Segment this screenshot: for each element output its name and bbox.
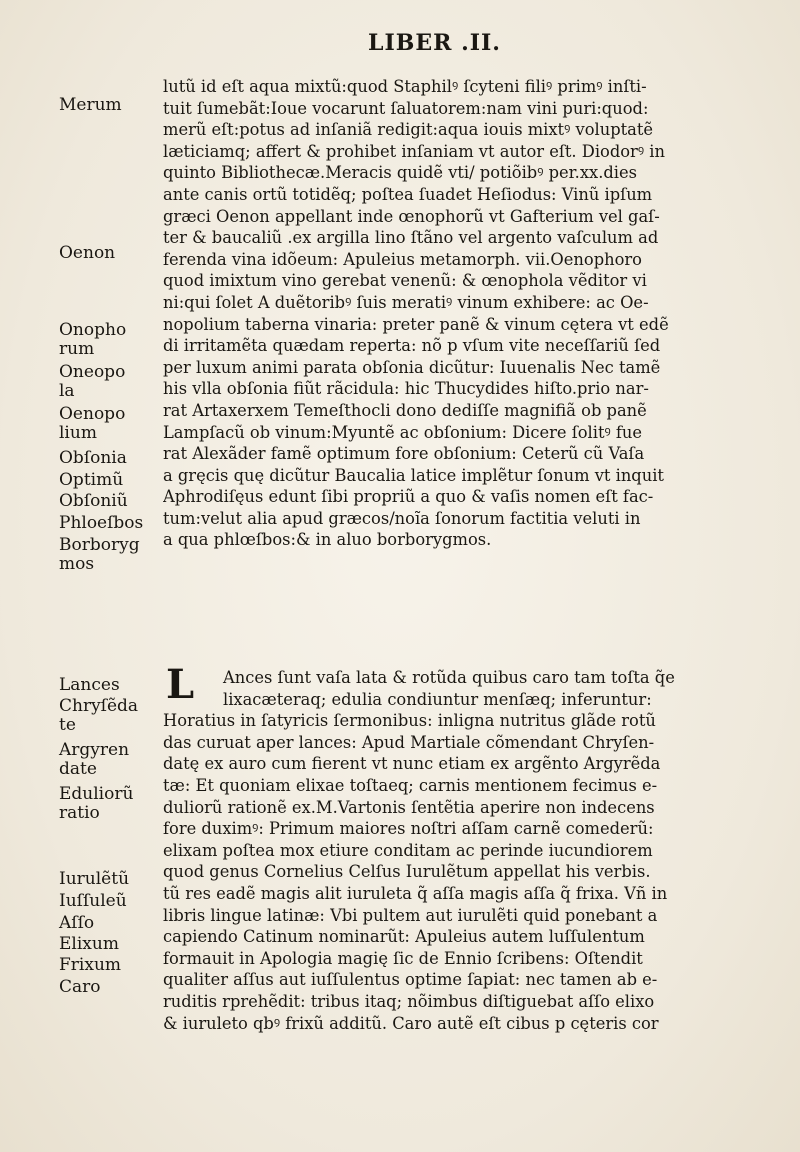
text-line: capiendo Catinum nominarũt: Apuleius autem luſſulentum xyxy=(163,927,645,947)
margin-note-frixum: Frixum xyxy=(59,955,122,975)
text-line: datę ex auro cum fierent vt nunc etiam ex argẽnto Argyrẽda xyxy=(163,754,661,774)
text-line: quinto Bibliothecæ.Meracis quidẽ vti/ potiõibꝰ per.xx.dies xyxy=(163,163,637,183)
margin-note-optimum: Optimũ xyxy=(59,470,124,490)
text-line: duliorũ rationẽ ex.M.Vartonis ſentẽtia aperire non indecens xyxy=(163,797,655,817)
text-line: tuit ſumebãt:Ioue vocarunt ſaluatorem:nam vini puri:quod: xyxy=(163,98,649,118)
text-line: a gręcis quę dicũtur Baucalia latice implẽtur ſonum vt inquit xyxy=(163,465,664,485)
text-line: lixacæteraq; edulia condiuntur menſæq; inferuntur: xyxy=(223,689,652,709)
text-line: græci Oenon appellant inde œnophorũ vt Gafterium vel gaſ- xyxy=(163,206,660,226)
margin-note-iussuleum: Iuſſuleũ xyxy=(59,891,127,911)
margin-note-elixum: Elixum xyxy=(59,934,119,954)
text-line: qualiter aſſus aut iuſſulentus optime ſapiat: nec tamen ab e- xyxy=(163,970,658,990)
text-line: Lampſacũ ob vinum:Myuntẽ ac obſonium: Dicere ſolitꝰ fue xyxy=(163,422,643,442)
text-line: fore duximꝰ: Primum maiores noſtri aſſam carnẽ comederũ: xyxy=(163,819,654,839)
text-line: elixam poſtea mox etiure conditam ac perinde iucundiorem xyxy=(163,840,653,860)
margin-note-phloesbos: Phloeſbos xyxy=(59,513,144,533)
margin-note-argyrendate: Argyren date xyxy=(59,740,130,779)
text-line: a qua phlœſbos:& in aluo borborygmos. xyxy=(163,530,492,550)
running-head: LIBER .II. xyxy=(368,30,501,56)
text-line: lutũ id eſt aqua mixtũ:quod Staphilꝰ ſcyteni filiꝰ primꝰ inſti- xyxy=(163,77,647,96)
text-line: rat Artaxerxem Temeſthocli dono dediſſe magnifiã ob panẽ xyxy=(163,400,647,420)
text-line: quod genus Cornelius Celſus Iurulẽtum appellat his verbis. xyxy=(163,862,651,882)
text-line: tum:velut alia apud græcos/noĩa ſonorum factitia veluti in xyxy=(163,508,641,528)
text-line: rat Alexãder famẽ optimum fore obſonium: Ceterũ cũ Vaſa xyxy=(163,444,645,464)
margin-note-obsonium: Obſoniũ xyxy=(59,491,128,511)
margin-note-merum: Merum xyxy=(59,95,122,115)
text-line: his vlla obſonia fiũt rãcidula: hic Thucydides hiſto.prio nar- xyxy=(163,379,649,399)
margin-note-lances: Lances xyxy=(59,675,120,695)
margin-note-asso: Aſſo xyxy=(59,913,95,933)
text-line: per luxum animi parata obſonia dicũtur: Iuuenalis Nec tamẽ xyxy=(163,357,661,377)
margin-note-oenon: Oenon xyxy=(59,243,116,263)
margin-note-oenopolium: Oenopo lium xyxy=(59,404,126,443)
margin-note-eduliorum: Eduliorũ ratio xyxy=(59,784,134,823)
text-line: ruditis rprehẽdit: tribus itaq; nõimbus diſtiguebat aſſo elixo xyxy=(163,991,655,1011)
text-line: ter & baucaliũ .ex argilla lino ſtãno vel argento vaſculum ad xyxy=(163,228,659,248)
text-line: læticiamq; affert & prohibet inſaniam vt autor eſt. Diodorꝰ in xyxy=(163,141,665,161)
margin-note-chrysendate: Chryſẽda te xyxy=(59,696,139,735)
text-line: nopolium taberna vinaria: preter panẽ & vinum cętera vt edẽ xyxy=(163,314,669,334)
text-line: ni:qui ſolet A duẽtoribꝰ ſuis meratiꝰ vinum exhibere: ac Oe- xyxy=(163,292,649,312)
margin-note-oneopola: Oneopo la xyxy=(59,362,126,401)
margin-note-obsonia: Obſonia xyxy=(59,448,127,468)
section-1-text xyxy=(163,76,783,551)
text-line: tæ: Et quoniam elixae toſtaeq; carnis mentionem fecimus e- xyxy=(163,775,658,795)
text-line: ferenda vina idõeum: Apuleius metamorph. vii.Oenophoro xyxy=(163,249,642,269)
margin-note-onophorum: Onopho rum xyxy=(59,320,127,359)
text-line: das curuat aper lances: Apud Martiale cõmendant Chryſen- xyxy=(163,732,655,752)
margin-note-caro: Caro xyxy=(59,977,101,997)
text-line: formauit in Apologia magię ſic de Ennio ſcribens: Oſtendit xyxy=(163,948,643,968)
text-line: Ances ſunt vaſa lata & rotũda quibus caro tam toſta q̃e xyxy=(223,668,675,687)
decorated-initial: L xyxy=(166,661,195,708)
text-line: libris lingue latinæ: Vbi pultem aut iurulẽti quid ponebant a xyxy=(163,905,658,925)
text-line: ante canis ortũ totidẽq; poſtea ſuadet Heſiodus: Vinũ ipſum xyxy=(163,184,653,204)
section-2-text xyxy=(163,661,783,1034)
text-line: merũ eſt:potus ad inſaniã redigit:aqua iouis mixtꝰ voluptatẽ xyxy=(163,120,654,140)
text-line: Horatius in ſatyricis ſermonibus: inligna nutritus glãde rotũ xyxy=(163,711,656,731)
margin-note-iurulentum: Iurulẽtũ xyxy=(59,869,130,889)
text-line: di irritamẽta quædam reperta: nõ p vſum vite neceſſariũ ſed xyxy=(163,336,661,356)
text-line: & iuruleto qbꝰ frixũ additũ. Caro autẽ eſt cibus p cęteris cor xyxy=(163,1013,659,1033)
margin-note-borborygmos: Borboryg mos xyxy=(59,535,140,574)
text-line: Aphrodiſęus edunt ſibi propriũ a quo & vaſis nomen eſt fac- xyxy=(163,487,654,507)
text-line: tũ res eadẽ magis alit iuruleta q̃ aſſa magis aſſa q̃ frixa. Vñ in xyxy=(163,883,668,903)
text-line: quod imixtum vino gerebat venenũ: & œnophola vẽditor vi xyxy=(163,271,647,291)
